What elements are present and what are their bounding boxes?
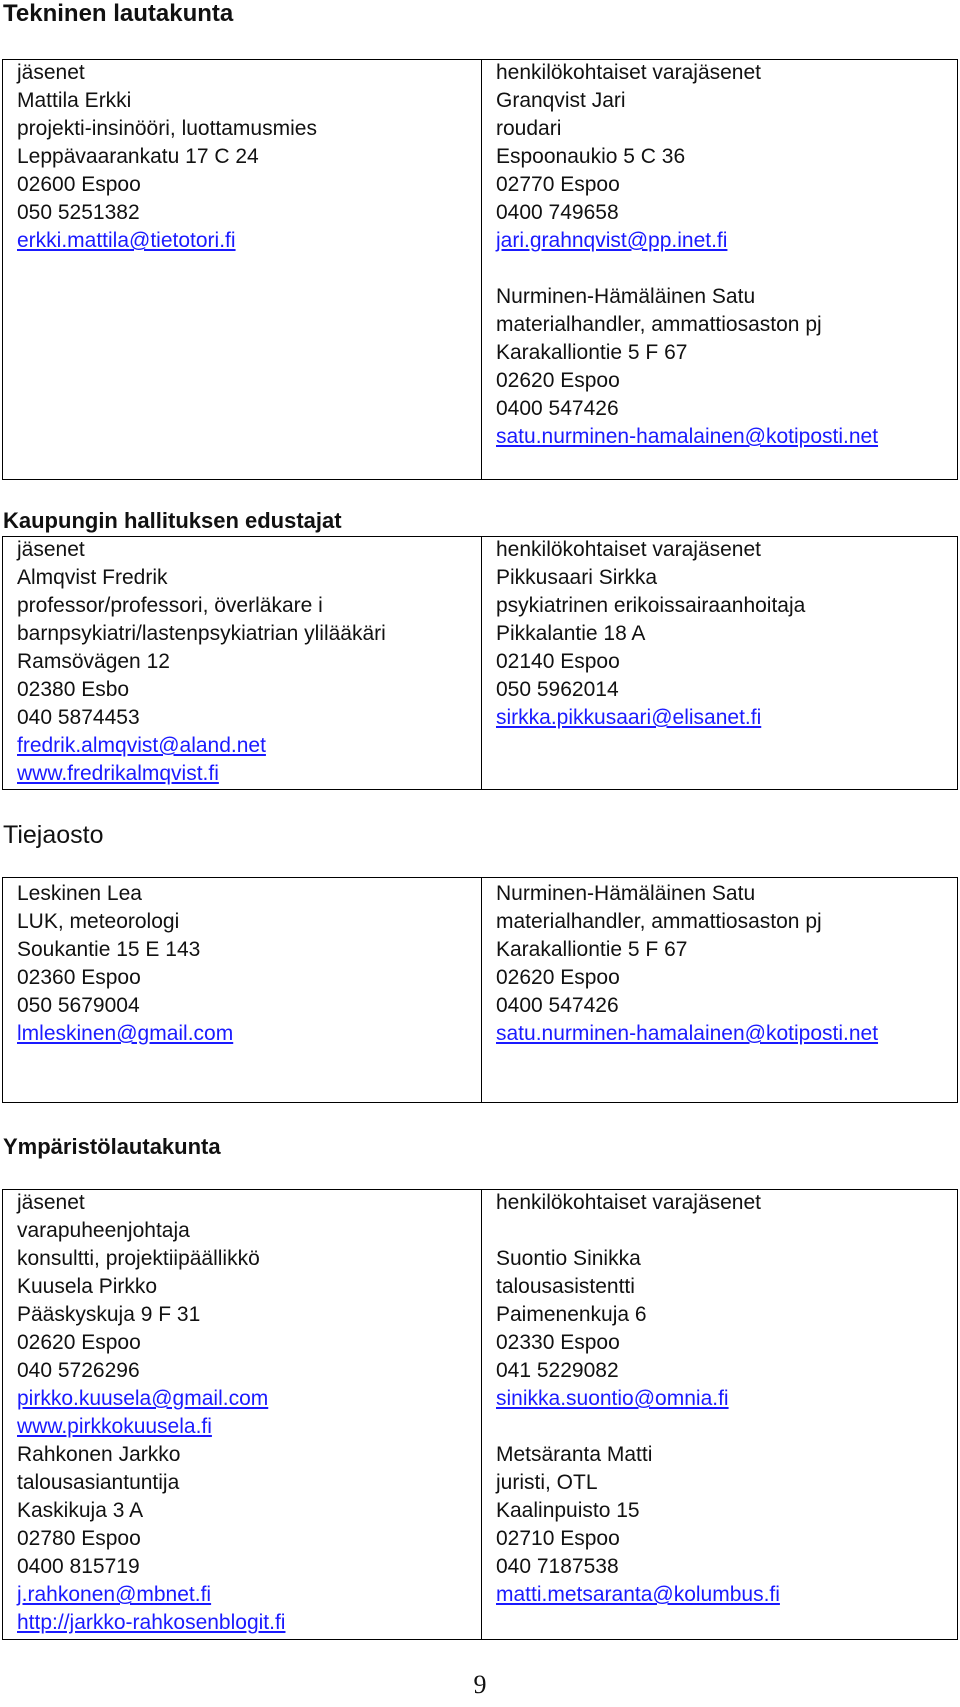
contact-line: 02620 Espoo [496,966,620,989]
page-number: 9 [473,1670,487,1699]
contact-line: Mattila Erkki [17,89,132,112]
contact-line: 041 5229082 [496,1359,619,1382]
deputies-column [496,1189,956,1609]
table-kaupunginhallitus [2,536,958,790]
contact-line: Almqvist Fredrik [17,566,168,589]
email-link[interactable]: fredrik.almqvist@aland.net [17,734,266,757]
contact-line: Ramsövägen 12 [17,650,170,673]
contact-line: 050 5962014 [496,678,619,701]
blank-line [496,255,956,283]
contact-line: professor/professori, överläkare i [17,594,323,617]
section-title-tiejaosto: Tiejaosto [3,821,104,849]
contact-line: 02360 Espoo [17,966,141,989]
contact-line: 02140 Espoo [496,650,620,673]
contact-line: talousasiantuntija [17,1471,180,1494]
contact-line: 040 7187538 [496,1555,619,1578]
contact-line: 02620 Espoo [17,1331,141,1354]
contact-line: Metsäranta Matti [496,1443,653,1466]
section-title-kaupunginhallitus: Kaupungin hallituksen edustajat [3,508,342,533]
contact-line: 0400 547426 [496,994,619,1017]
blank-line [496,1217,956,1245]
contact-line: henkilökohtaiset varajäsenet [496,538,762,561]
contact-line: psykiatrinen erikoissairaanhoitaja [496,594,806,617]
contact-line: Pikkalantie 18 A [496,622,646,645]
website-link[interactable]: http://jarkko-rahkosenblogit.fi [17,1611,286,1634]
contact-line: jäsenet [17,1191,85,1214]
table-ymparisto [2,1189,958,1640]
contact-line: 02780 Espoo [17,1527,141,1550]
contact-line: 040 5726296 [17,1359,140,1382]
contact-line: 02600 Espoo [17,173,141,196]
contact-line: 040 5874453 [17,706,140,729]
contact-line: Karakalliontie 5 F 67 [496,341,688,364]
contact-line: juristi, OTL [496,1471,598,1494]
contact-line: 050 5251382 [17,201,140,224]
email-link[interactable]: matti.metsaranta@kolumbus.fi [496,1583,780,1606]
contact-line: Paimenenkuja 6 [496,1303,647,1326]
contact-line: 0400 815719 [17,1555,140,1578]
contact-line: Leppävaarankatu 17 C 24 [17,145,259,168]
email-link[interactable]: sirkka.pikkusaari@elisanet.fi [496,706,762,729]
deputies-column [496,880,956,1048]
blank-line [496,1413,956,1441]
contact-line: jäsenet [17,61,85,84]
contact-line: konsultti, projektiipäällikkö [17,1247,260,1270]
table-tiejaosto [2,877,958,1103]
members-column [17,59,477,255]
contact-line: Leskinen Lea [17,882,142,905]
contact-line: Suontio Sinikka [496,1247,641,1270]
column-divider [481,60,482,479]
email-link[interactable]: j.rahkonen@mbnet.fi [17,1583,212,1606]
column-divider [481,878,482,1102]
email-link[interactable]: erkki.mattila@tietotori.fi [17,229,236,252]
email-link[interactable]: pirkko.kuusela@gmail.com [17,1387,269,1410]
deputies-column [496,536,956,732]
contact-line: barnpsykiatri/lastenpsykiatrian ylilääkäri [17,622,386,645]
contact-line: 050 5679004 [17,994,140,1017]
contact-line: 0400 547426 [496,397,619,420]
section-title-tekninen: Tekninen lautakunta [3,0,234,27]
contact-line: Pikkusaari Sirkka [496,566,658,589]
email-link[interactable]: sinikka.suontio@omnia.fi [496,1387,729,1410]
contact-line: 02770 Espoo [496,173,620,196]
contact-line: projekti-insinööri, luottamusmies [17,117,317,140]
email-link[interactable]: lmleskinen@gmail.com [17,1022,234,1045]
email-link[interactable]: satu.nurminen-hamalainen@kotiposti.net [496,1022,879,1045]
column-divider [481,537,482,789]
contact-line: materialhandler, ammattiosaston pj [496,313,822,336]
contact-line: Rahkonen Jarkko [17,1443,181,1466]
contact-line: Pääskyskuja 9 F 31 [17,1303,201,1326]
contact-line: varapuheenjohtaja [17,1219,190,1242]
contact-line: Nurminen-Hämäläinen Satu [496,882,756,905]
contact-line: LUK, meteorologi [17,910,180,933]
contact-line: materialhandler, ammattiosaston pj [496,910,822,933]
deputies-column [496,59,956,451]
contact-line: 0400 749658 [496,201,619,224]
contact-line: Kaskikuja 3 A [17,1499,144,1522]
table-tekninen [2,59,958,480]
contact-line: roudari [496,117,562,140]
contact-line: Kuusela Pirkko [17,1275,158,1298]
members-column [17,880,477,1048]
contact-line: Granqvist Jari [496,89,626,112]
website-link[interactable]: www.fredrikalmqvist.fi [17,762,219,785]
contact-line: henkilökohtaiset varajäsenet [496,1191,762,1214]
contact-line: talousasistentti [496,1275,635,1298]
website-link[interactable]: www.pirkkokuusela.fi [17,1415,212,1438]
contact-line: Espoonaukio 5 C 36 [496,145,686,168]
column-divider [481,1190,482,1639]
members-column [17,1189,477,1637]
contact-line: 02330 Espoo [496,1331,620,1354]
contact-line: Karakalliontie 5 F 67 [496,938,688,961]
contact-line: 02710 Espoo [496,1527,620,1550]
contact-line: 02380 Esbo [17,678,130,701]
email-link[interactable]: jari.grahnqvist@pp.inet.fi [496,229,728,252]
contact-line: 02620 Espoo [496,369,620,392]
members-column [17,536,477,788]
contact-line: jäsenet [17,538,85,561]
section-title-ymparisto: Ympäristölautakunta [3,1134,221,1159]
email-link[interactable]: satu.nurminen-hamalainen@kotiposti.net [496,425,879,448]
contact-line: Kaalinpuisto 15 [496,1499,640,1522]
contact-line: henkilökohtaiset varajäsenet [496,61,762,84]
contact-line: Nurminen-Hämäläinen Satu [496,285,756,308]
contact-line: Soukantie 15 E 143 [17,938,201,961]
